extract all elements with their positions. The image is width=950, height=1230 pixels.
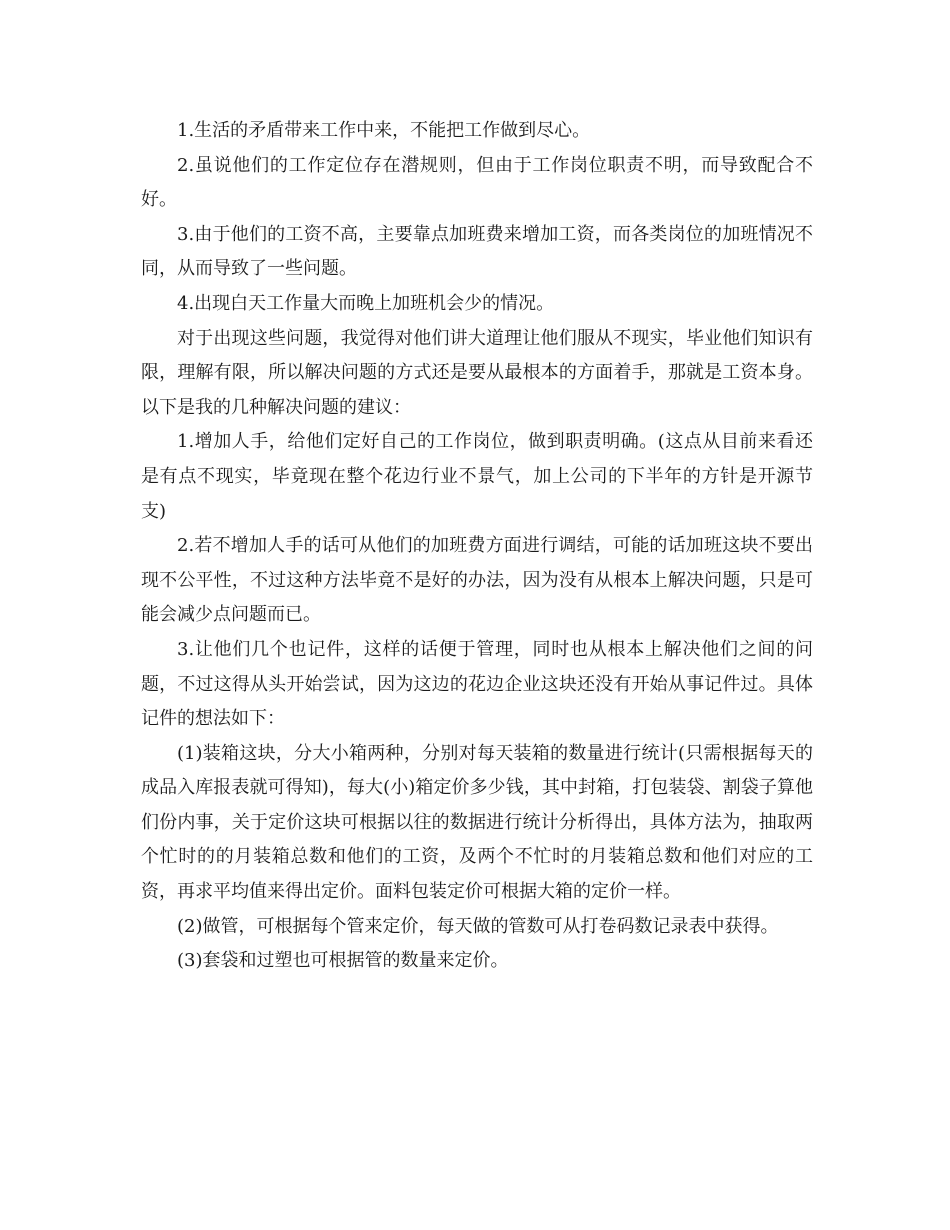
paragraph-intro-suggestions: 对于出现这些问题，我觉得对他们讲大道理让他们服从不现实，毕业他们知识有限，理解有限，所以解决问题的方式还是要从最根本的方面着手，那就是工资本身。以下是我的几种解决问题的建议： — [141, 327, 813, 418]
paragraph-detail-2: (2)做管，可根据每个管来定价，每天做的管数可从打卷码数记录表中获得。 — [177, 915, 779, 937]
paragraph-problem-3: 3.由于他们的工资不高，主要靠点加班费来增加工资，而各类岗位的加班情况不同，从而导致了一些问题。 — [141, 223, 813, 280]
paragraph-suggestion-3: 3.让他们几个也记件，这样的话便于管理，同时也从根本上解决他们之间的问题，不过这得从头开始尝试，因为这边的花边企业这块还没有开始从事记件过。具体记件的想法如下： — [141, 638, 813, 730]
paragraph-problem-2: 2.虽说他们的工作定位存在潜规则，但由于工作岗位职责不明，而导致配合不好。 — [141, 154, 813, 211]
paragraph-problem-4: 4.出现白天工作量大而晚上加班机会少的情况。 — [177, 292, 555, 314]
paragraph-suggestion-1: 1.增加人手，给他们定好自己的工作岗位，做到职责明确。(这点从目前来看还是有点不现实，毕竟现在整个花边行业不景气，加上公司的下半年的方针是开源节支) — [141, 431, 813, 522]
paragraph-suggestion-2: 2.若不增加人手的话可从他们的加班费方面进行调结，可能的话加班这块不要出现不公平性，不过这种方法毕竟不是好的办法，因为没有从根本上解决问题，只是可能会减少点问题而已。 — [141, 535, 813, 626]
paragraph-detail-3: (3)套袋和过塑也可根据管的数量来定价。 — [177, 950, 509, 972]
paragraph-detail-1: (1)装箱这块，分大小箱两种，分别对每天装箱的数量进行统计(只需根据每天的成品入库报表就可得知)，每大(小)箱定价多少钱，其中封箱，打包装袋、割袋子算他们份内事，关于定价这块可根据以往的数据进行统计分析得出，具体方法为，抽取两个忙时的的月装箱总数和他们的工资，及两个不忙时的月装箱总数和他们对应的工资，再求平均值来得出定价。面料包装定价可根据大箱的定价一样。 — [141, 742, 813, 903]
paragraph-problem-1: 1.生活的矛盾带来工作中来，不能把工作做到尽心。 — [177, 120, 591, 141]
document-body — [141, 114, 813, 979]
